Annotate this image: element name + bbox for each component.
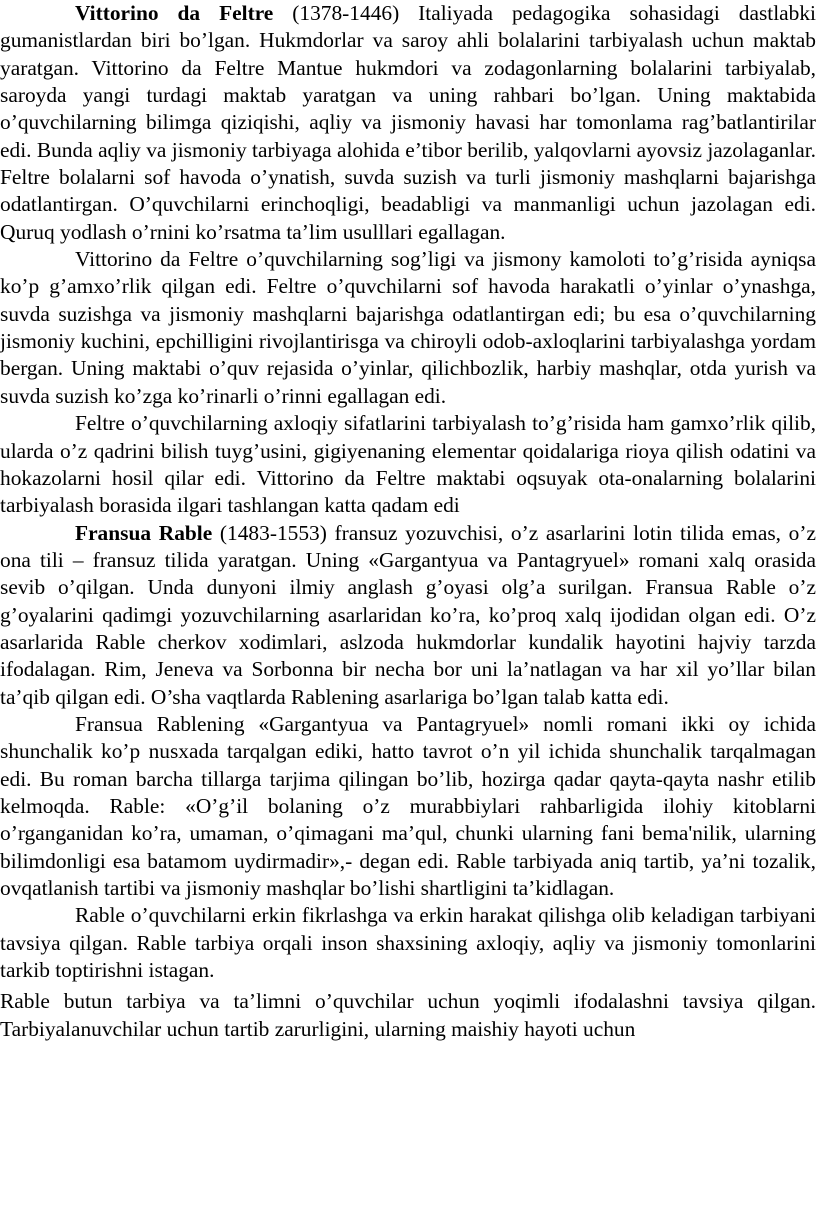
person-name-vittorino: Vittorino da Feltre <box>75 1 274 25</box>
paragraph-rable-intro <box>0 520 816 711</box>
paragraph-vittorino-intro <box>0 0 816 246</box>
paragraph-text: Fransua Rablening «Gargantyua va Pantagryuel» nomli romani ikki oy ichida shunchalik ko’p nusxada tarqalgan ediki, hatto tavrot o’n yil ichida shunchalik tarqalmagan edi. Bu roman barcha tillarga tarjima qilingan bo’lib, hozirga qadar qayta-qayta nashr etilib kelmoqda. Rable: «O’g’il bolaning o’z murabbiylari rahbarligida ilohiy kitoblarni o’rganganidan ko’ra, umaman, o’qimagani ma’qul, chunki ularning fani bema'nilik, ularning bilimdonligi esa batamom uydirmadir»,- degan edi. Rable tarbiyada aniq tartib, ya’ni tozalik, ovqatlanish tartibi va jismoniy mashqlar bo’lishi shartligini ta’kidlagan. <box>0 711 816 900</box>
paragraph-text: Vittorino da Feltre o’quvchilarning sog’ligi va jismony kamoloti to’g’risida ayniqsa ko’p g’amxo’rlik qilgan edi. Feltre o’quvchilarni sof havoda harakatli o’yinlar o’ynashga, suvda suzishga va jismoniy mashqlarni bajarishga odatlantirgan edi; bu esa o’quvchilarning jismoniy kuchini, epchilligini rivojlantirisga va chiroyli odob-axloqlarini tarbiyalashga yordam bergan. Uning maktabi o’quv rejasida o’yinlar, qilichbozlik, harbiy mashqlar, otda yurish va suvda suzish ko’zga ko’rinarli o’rinni egallagan edi. <box>0 247 816 408</box>
paragraph-text: (1378-1446) Italiyada pedagogika sohasidagi dastlabki gumanistlardan biri bo’lgan. Hukmdorlar va saroy ahli bolalarini tarbiyalash uchun maktab yaratgan. Vittorino da Feltre Mantue hukmdori va zodagonlarning bolalarini tarbiyalab, saroyda yangi turdagi maktab yaratgan va uning rahbari bo’lgan. Uning maktabida o’quvchilarning bilimga qiziqishi, aqliy va jismoniy havasi har tomonlama rag’batlantirilar edi. Bunda aqliy va jismoniy tarbiyaga alohida e’tibor berilib, yalqovlarni ayovsiz jazolaganlar. Feltre bolalarni sof havoda o’ynatish, suvda suzish va turli jismoniy mashqlarni bajarishga odatlantirgan. O’quvchilarni erinchoqligi, beadabligi va manmanligi uchun jazolagan edi. Quruq yodlash o’rnini ko’rsatma ta’lim usulllari egallagan. <box>0 1 816 244</box>
paragraph-text: Feltre o’quvchilarning axloqiy sifatlarini tarbiyalash to’g’risida ham gamxo’rlik qilib, ularda o’z qadrini bilish tuyg’usini, gigiyenaning elementar qoidalariga rioya qilish odatini va hokazolarni hosil qilar edi. Vittorino da Feltre maktabi oqsuyak ota-onalarning bolalarini tarbiyalash borasida ilgari tashlangan katta qadam edi <box>0 411 816 518</box>
paragraph-vittorino-morals <box>0 410 816 519</box>
paragraph-text: Rable butun tarbiya va ta’limni o’quvchilar uchun yoqimli ifodalashni tavsiya qilgan. Tarbiyalanuvchilar uchun tartib zarurligini, ularning maishiy hayoti uchun <box>0 989 816 1041</box>
paragraph-rable-novel <box>0 711 816 902</box>
paragraph-rable-freedom <box>0 902 816 984</box>
paragraph-text: (1483-1553) fransuz yozuvchisi, o’z asarlarini lotin tilida emas, o’z ona tili – fransuz tilida yaratgan. Uning «Gargantyua va Pantagryuel» romani xalq orasida sevib o’qilgan. Unda dunyoni ilmiy anglash g’oyasi olg’a surilgan. Fransua Rable o’z g’oyalarini qadimgi yozuvchilarning asarlaridan ko’ra, ko’proq xalq ijodidan olgan edi. O’z asarlarida Rable cherkov xodimlari, aslzoda hukmdorlar kundalik hayotini hajviy tarzda ifodalagan. Rim, Jeneva va Sorbonna bir necha bor uni la’natlagan va har xil yo’llar bilan ta’qib qilgan edi. O’sha vaqtlarda Rablening asarlariga bo’lgan talab katta edi. <box>0 520 816 709</box>
paragraph-vittorino-health <box>0 246 816 410</box>
paragraph-text: Rable o’quvchilarni erkin fikrlashga va erkin harakat qilishga olib keladigan tarbiyani tavsiya qilgan. Rable tarbiya orqali inson shaxsining axloqiy, aqliy va jismoniy tomonlarini tarkib toptirishni istagan. <box>0 903 816 983</box>
person-name-rable: Fransua Rable <box>75 520 213 545</box>
paragraph-rable-education <box>0 988 816 1043</box>
